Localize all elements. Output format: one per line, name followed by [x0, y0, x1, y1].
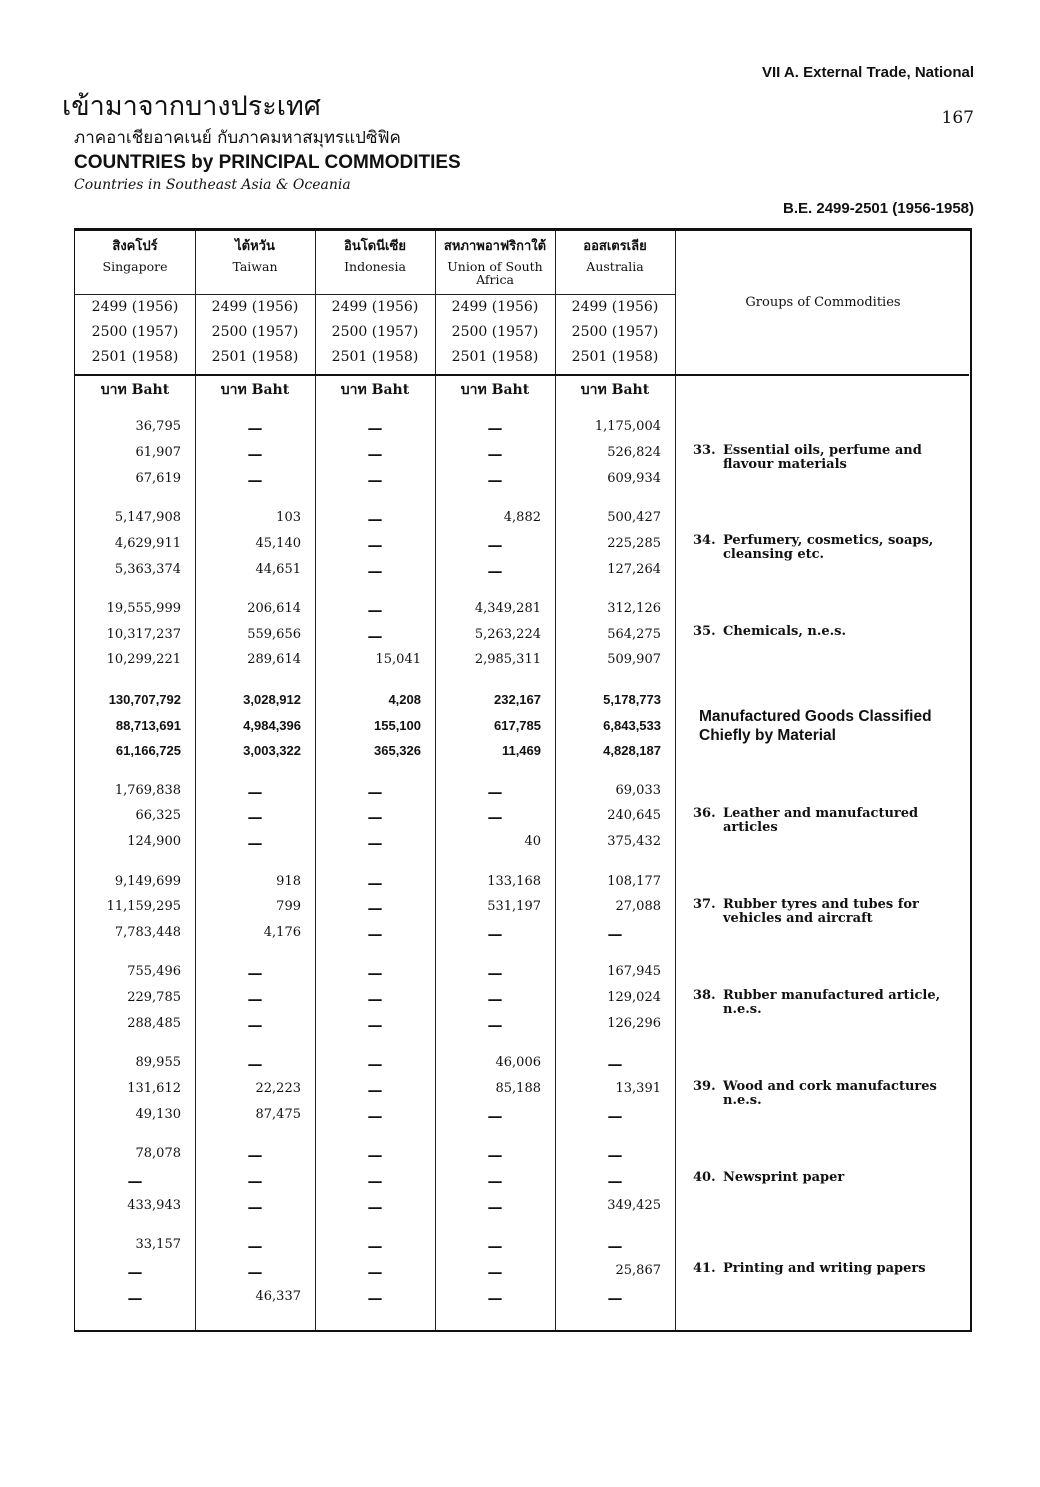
table-cell: 1,769,838: [114, 782, 181, 798]
table-cell: 89,955: [135, 1055, 181, 1071]
table-cell: —: [367, 782, 383, 801]
table-cell: 129,024: [607, 990, 661, 1006]
table-cell: —: [247, 1146, 263, 1165]
year-label: 2500 (1957): [91, 324, 179, 340]
table-cell: 4,629,911: [114, 535, 181, 551]
table-cell: 509,907: [607, 652, 661, 668]
table-cell: —: [247, 834, 263, 853]
table-cell: —: [127, 1172, 143, 1190]
table-cell: 2,985,311: [474, 652, 541, 668]
table-cell: —: [487, 1172, 503, 1190]
column-english-label: Singapore: [102, 259, 168, 274]
table-cell: 40: [524, 834, 541, 850]
thai-subtitle: ภาคอาเชียอาคเนย์ กับภาคมหาสมุทรแปซิฟิค: [74, 128, 401, 148]
table-cell: —: [367, 470, 383, 489]
table-cell: 375,432: [607, 834, 661, 850]
table-cell: —: [247, 1172, 263, 1190]
table-cell: 4,828,187: [603, 743, 661, 759]
column-header-indonesia: [315, 231, 435, 273]
unit-label: บาท Baht: [340, 382, 410, 398]
table-cell: —: [367, 1146, 383, 1165]
table-cell: 131,612: [127, 1081, 181, 1097]
year-label: 2501 (1958): [331, 349, 419, 365]
column-thai-label: สหภาพอาฟริกาใต้: [443, 239, 547, 254]
table-cell: 66,325: [135, 808, 181, 824]
table-cell: —: [487, 1262, 503, 1281]
table-cell: 4,176: [263, 925, 301, 941]
table-cell: 13,391: [615, 1081, 661, 1097]
year-label: 2500 (1957): [211, 324, 299, 340]
table-cell: 1,175,004: [594, 419, 661, 434]
table-cell: 312,126: [607, 600, 661, 616]
table-cell: 7,783,448: [114, 925, 181, 941]
year-label: 2501 (1958): [451, 349, 539, 365]
table-cell: 126,296: [607, 1016, 661, 1031]
group-number: 35.: [693, 624, 716, 640]
column-thai-label: ไต้หวัน: [235, 239, 275, 254]
table-cell: 3,028,912: [243, 691, 301, 707]
table-cell: —: [367, 444, 383, 463]
table-cell: 433,943: [127, 1197, 181, 1213]
group-number: 41.: [693, 1260, 716, 1276]
groups-header: Groups of Commodities: [745, 295, 901, 310]
group-number: 39.: [693, 1078, 716, 1094]
table-cell: —: [367, 1016, 383, 1034]
table-cell: 36,795: [135, 419, 181, 434]
table-cell: 365,326: [374, 743, 421, 759]
commodity-group-label: [693, 625, 963, 639]
year-label: 2500 (1957): [331, 324, 419, 340]
unit-label: บาท Baht: [220, 382, 290, 398]
table-cell: 124,900: [127, 834, 181, 850]
table-cell: 133,168: [487, 873, 541, 889]
table-cell: —: [247, 470, 263, 489]
table-cell: —: [607, 1106, 623, 1125]
table-cell: —: [367, 1081, 383, 1100]
table-cell: —: [367, 808, 383, 827]
table-cell: 61,166,725: [115, 743, 181, 759]
table-cell: 4,349,281: [474, 600, 541, 616]
table-cell: —: [367, 626, 383, 645]
table-cell: 85,188: [495, 1081, 541, 1097]
table-cell: —: [487, 1197, 503, 1216]
year-label: 2501 (1958): [211, 349, 299, 365]
table-cell: 4,208: [388, 691, 421, 707]
table-cell: 3,003,322: [243, 743, 301, 759]
group-name: Leather and manufactured articles: [723, 806, 919, 836]
table-cell: 206,614: [247, 600, 301, 616]
group-number: 33.: [693, 442, 716, 458]
commodity-group-label: [693, 707, 963, 745]
table-cell: —: [367, 1262, 383, 1281]
table-cell: —: [487, 1288, 503, 1307]
group-name: Rubber manufactured article, n.e.s.: [723, 987, 941, 1017]
page-number: 167: [941, 108, 974, 128]
table-cell: 531,197: [487, 899, 541, 915]
table-cell: 349,425: [607, 1197, 661, 1213]
table-cell: —: [607, 925, 623, 944]
table-cell: 19,555,999: [106, 600, 181, 616]
table-cell: —: [487, 990, 503, 1009]
table-cell: —: [247, 1262, 263, 1281]
table-cell: 5,147,908: [114, 509, 181, 525]
table-cell: —: [367, 1237, 383, 1256]
section-title: VII A. External Trade, National: [761, 64, 974, 81]
column-divider: [675, 231, 676, 1330]
table-cell: —: [607, 1172, 623, 1190]
table-cell: —: [367, 535, 383, 554]
group-number: 36.: [693, 806, 716, 822]
table-cell: 755,496: [127, 964, 181, 980]
table-cell: —: [487, 808, 503, 827]
table-cell: —: [367, 600, 383, 619]
table-cell: —: [487, 925, 503, 944]
table-cell: —: [367, 873, 383, 892]
table-cell: 46,006: [495, 1055, 541, 1071]
table-cell: —: [367, 419, 383, 437]
table-cell: 4,984,396: [243, 717, 301, 733]
table-cell: —: [607, 1237, 623, 1256]
group-name: Essential oils, perfume and flavour materials: [723, 442, 922, 472]
table-cell: 33,157: [135, 1237, 181, 1253]
table-cell: 288,485: [127, 1016, 181, 1031]
table-cell: 88,713,691: [115, 717, 181, 733]
table-cell: 45,140: [255, 535, 301, 551]
year-label: 2500 (1957): [571, 324, 659, 340]
commodity-group-label: [693, 534, 963, 562]
table-cell: 918: [276, 873, 301, 889]
unit-label: บาท Baht: [100, 382, 170, 398]
year-label: 2499 (1956): [211, 299, 299, 315]
group-name: Printing and writing papers: [723, 1260, 926, 1276]
group-number: 40.: [693, 1169, 716, 1185]
column-header-south-africa: [435, 231, 555, 286]
table-cell: 526,824: [607, 444, 661, 460]
table-cell: 225,285: [607, 535, 661, 551]
table-cell: 25,867: [615, 1262, 661, 1278]
group-number: 37.: [693, 897, 716, 912]
table-cell: 10,299,221: [106, 652, 181, 668]
year-label: 2499 (1956): [91, 299, 179, 315]
table-cell: 564,275: [607, 626, 661, 642]
table-cell: —: [247, 1016, 263, 1034]
table-cell: 5,363,374: [114, 561, 181, 577]
table-cell: 49,130: [135, 1106, 181, 1122]
year-label: 2501 (1958): [91, 349, 179, 365]
table-cell: —: [367, 1197, 383, 1216]
table-cell: 78,078: [135, 1146, 181, 1162]
table-cell: 108,177: [607, 873, 661, 889]
table-cell: —: [247, 1237, 263, 1256]
group-name: Newsprint paper: [723, 1169, 845, 1185]
table-cell: —: [487, 1106, 503, 1125]
table-cell: —: [367, 1288, 383, 1307]
table-cell: —: [487, 444, 503, 463]
table-cell: 11,469: [501, 743, 541, 759]
commodity-group-label: [693, 989, 963, 1017]
table-cell: 240,645: [607, 808, 661, 824]
table-cell: —: [367, 561, 383, 580]
table-cell: —: [247, 782, 263, 801]
group-name: Rubber tyres and tubes for vehicles and aircraft: [723, 897, 919, 926]
table-cell: —: [367, 964, 383, 983]
table-cell: 69,033: [615, 782, 661, 798]
table-cell: —: [367, 925, 383, 944]
table-cell: 127,264: [607, 561, 661, 577]
group-name: Manufactured Goods Classified Chiefly by Material: [699, 708, 932, 745]
group-number: 38.: [693, 987, 716, 1003]
period-label: B.E. 2499-2501 (1956-1958): [783, 200, 974, 217]
table-cell: 500,427: [607, 509, 661, 525]
english-title: COUNTRIES by PRINCIPAL COMMODITIES: [74, 152, 461, 173]
year-label: 2500 (1957): [451, 324, 539, 340]
group-name: Wood and cork manufactures n.e.s.: [723, 1078, 937, 1108]
column-thai-label: ออสเตรเลีย: [583, 239, 647, 254]
commodity-group-label: [693, 898, 963, 926]
table-cell: 61,907: [135, 444, 181, 460]
table-cell: 15,041: [375, 652, 421, 668]
table-cell: 11,159,295: [106, 899, 181, 915]
year-label: 2499 (1956): [571, 299, 659, 315]
table-cell: 559,656: [247, 626, 301, 642]
table-cell: 6,843,533: [603, 717, 661, 733]
table-cell: —: [367, 509, 383, 528]
table-cell: —: [487, 535, 503, 554]
table-cell: —: [607, 1288, 623, 1307]
table-cell: —: [487, 1146, 503, 1165]
table-cell: —: [247, 964, 263, 983]
column-header-taiwan: [195, 231, 315, 273]
year-label: 2499 (1956): [451, 299, 539, 315]
table-cell: 617,785: [494, 717, 541, 733]
table-cell: 22,223: [255, 1081, 301, 1097]
table-cell: —: [367, 1055, 383, 1074]
table-cell: —: [367, 1106, 383, 1125]
commodity-table: [74, 228, 972, 1332]
commodity-group-label: [693, 1171, 963, 1185]
group-name: Perfumery, cosmetics, soaps, cleansing etc.: [723, 533, 934, 563]
header-rule: [75, 294, 675, 295]
unit-label: บาท Baht: [460, 382, 530, 398]
thai-title: เข้ามาจากบางประเทศ: [62, 91, 321, 122]
column-english-label: Australia: [586, 259, 644, 274]
table-cell: —: [367, 834, 383, 853]
column-english-label: Union of South Africa: [447, 259, 543, 287]
table-cell: —: [247, 808, 263, 827]
table-cell: 44,651: [255, 561, 301, 577]
commodity-group-label: [693, 807, 963, 835]
table-cell: —: [487, 470, 503, 489]
table-cell: —: [487, 1016, 503, 1034]
table-cell: 10,317,237: [106, 626, 181, 642]
table-cell: —: [367, 899, 383, 918]
table-cell: 130,707,792: [108, 691, 181, 707]
column-english-label: Indonesia: [344, 259, 406, 274]
table-cell: 9,149,699: [114, 873, 181, 889]
table-cell: 232,167: [494, 691, 541, 707]
table-cell: 155,100: [374, 717, 421, 733]
table-cell: 46,337: [255, 1288, 301, 1304]
table-cell: —: [247, 419, 263, 437]
table-cell: —: [367, 1172, 383, 1190]
table-cell: —: [127, 1288, 143, 1307]
column-header-australia: [555, 231, 675, 273]
unit-label: บาท Baht: [580, 382, 650, 398]
table-cell: —: [487, 419, 503, 437]
table-cell: —: [487, 964, 503, 983]
year-label: 2499 (1956): [331, 299, 419, 315]
table-cell: 103: [276, 509, 301, 525]
table-cell: —: [247, 1055, 263, 1074]
table-cell: —: [247, 444, 263, 463]
table-cell: —: [127, 1262, 143, 1281]
year-label: 2501 (1958): [571, 349, 659, 365]
table-cell: —: [247, 1197, 263, 1216]
table-cell: —: [607, 1146, 623, 1165]
commodity-group-label: [693, 1080, 963, 1108]
header-bottom-rule: [75, 374, 969, 376]
column-header-singapore: [75, 231, 195, 273]
table-cell: 799: [276, 899, 301, 915]
table-cell: 609,934: [607, 470, 661, 486]
table-cell: —: [367, 990, 383, 1009]
english-subtitle: Countries in Southeast Asia & Oceania: [74, 177, 351, 193]
column-english-label: Taiwan: [232, 259, 278, 274]
table-cell: —: [487, 1237, 503, 1256]
table-cell: —: [487, 782, 503, 801]
group-number: 34.: [693, 533, 716, 549]
table-cell: 5,178,773: [603, 691, 661, 707]
commodity-group-label: [693, 444, 963, 472]
column-thai-label: อินโดนีเซีย: [344, 239, 406, 254]
group-name: Chemicals, n.e.s.: [723, 624, 847, 640]
table-cell: 87,475: [255, 1106, 301, 1122]
table-cell: 229,785: [127, 990, 181, 1006]
table-cell: 27,088: [615, 899, 661, 915]
table-cell: 67,619: [135, 470, 181, 486]
table-cell: —: [487, 561, 503, 580]
table-cell: 4,882: [503, 509, 541, 525]
column-thai-label: สิงคโปร์: [112, 239, 158, 254]
table-cell: —: [607, 1055, 623, 1074]
table-cell: —: [247, 990, 263, 1009]
table-cell: 5,263,224: [474, 626, 541, 642]
table-cell: 289,614: [247, 652, 301, 668]
commodity-group-label: [693, 1262, 963, 1276]
table-cell: 167,945: [607, 964, 661, 980]
